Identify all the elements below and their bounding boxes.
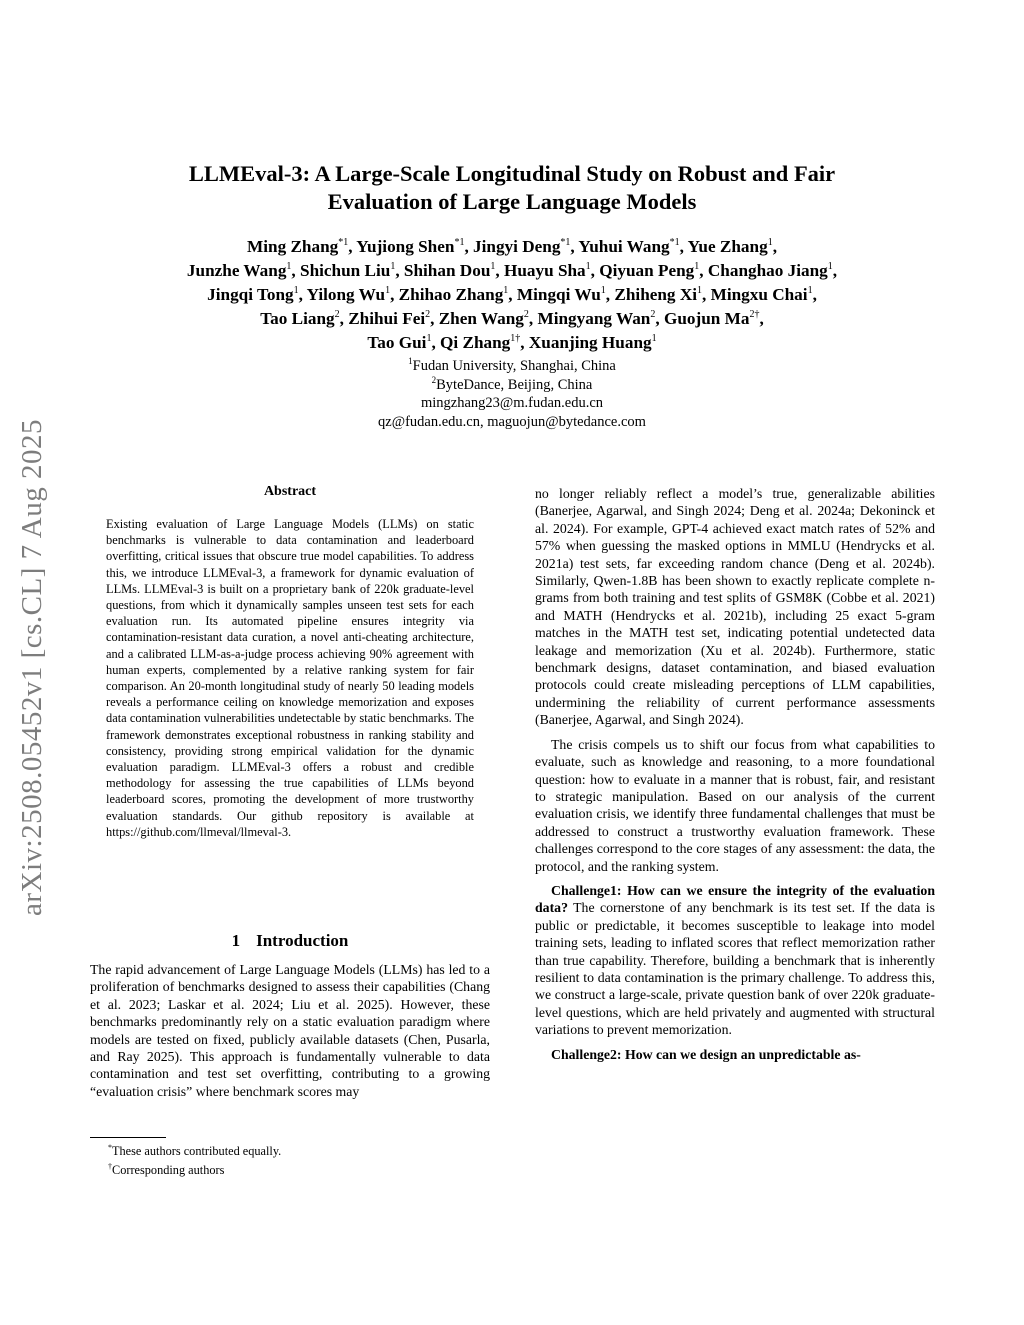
- footnote-equal-contribution: *These authors contributed equally.: [108, 1143, 282, 1158]
- affiliations: $^1$Fudan University, Shanghai, China $^2$ByteDance, Beijing, China mingzhang23@m.fudan.edu.cn qz@fudan.edu.cn, maguojun@bytedance.com: [378, 356, 646, 430]
- title-line-1: LLMEval-3: A Large-Scale Longitudinal Study on Robust and Fair: [188, 161, 836, 186]
- section-number: 1: [231, 931, 241, 950]
- challenge-2-paragraph: [535, 1046, 935, 1063]
- abstract-body: Existing evaluation of Large Language Models (LLMs) on static benchmarks is vulnerable to data contamination and leaderboard overfitting, critical issues that obscure true model capabilities. To address this, we introduce LLMEval-3, a framework for dynamic evaluation of LLMs. LLMEval-3 is built on a proprietary bank of 220k graduate-level questions, from which it dynamically samples unseen test sets for each evaluation run. Its automated pipeline ensures integrity via contamination-resistant data curation, a novel anti-cheating architecture, and a calibrated LLM-as-a-judge process achieving 90% agreement with human experts, complemented by a relative ranking system for fair comparison. An 20-month longitudinal study of nearly 50 leading models reveals a performance ceiling on knowledge memorization and exposes data contamination vulnerabilities undetectable by static benchmarks. The framework demonstrates exceptional robustness in ranking stability and consistency, providing strong empirical validation for the dynamic evaluation paradigm. LLMEval-3 offers a robust and credible methodology for assessing the true capabilities of LLMs beyond leaderboard scores, promoting the development of more trustworthy evaluation standards. Our github repository is available at https://github.com/llmeval/llmeval-3.: [106, 517, 474, 839]
- title-line-2: Evaluation of Large Language Models: [327, 189, 697, 214]
- challenge-1-paragraph: [535, 882, 935, 1039]
- footnotes: [108, 1142, 281, 1179]
- challenge-2-label: Challenge2: How can we design an unpredictable as-: [551, 1046, 861, 1062]
- section-heading-introduction: [90, 931, 490, 951]
- right-paragraph-1: no longer reliably reflect a model’s true, generalizable abilities (Banerjee, Agarwal, and Singh 2024; Deng et al. 2024a; Dekoninck et al. 2024). For example, GPT-4 achieved exact match rates of 52% and 57% when guessing the masked options in MMLU (Hendrycks et al. 2021a) test sets, far exceeding random chance (Deng et al. 2024b). Similarly, Qwen-1.8B has been shown to exactly replicate complete n-grams from both training and test splits of GSM8K (Cobbe et al. 2021) and MATH (Hendrycks et al. 2021b), including 25 exact 5-gram matches in the MATH test set, indicating potential undetected data leakage and memorization (Xu et al. 2024b). Furthermore, static benchmark designs, dataset contamination, and biased evaluation protocols could create misleading perceptions of LLM capabilities, undermining the reliability of current performance assessments (Banerjee, Agarwal, and Singh 2024).: [535, 486, 935, 728]
- section-title: Introduction: [256, 931, 349, 950]
- footnote-corresponding: †Corresponding authors: [108, 1161, 225, 1177]
- introduction-paragraph: The rapid advancement of Large Language Models (LLMs) has led to a proliferation of benchmarks designed to assess their capabilities (Chang et al. 2023; Laskar et al. 2024; Liu et al. 2025). However, these benchmarks predominantly rely on a static evaluation paradigm where models are tested on fixed, publicly available datasets (Chen, Pusarla, and Ray 2025). This approach is fundamentally vulnerable to data contamination and test set overfitting, contributing to a growing “evaluation crisis” where benchmark scores may: [90, 962, 490, 1099]
- right-column: [535, 485, 935, 1070]
- footnote-mark: †: [108, 1161, 112, 1171]
- footnote-divider: [90, 1137, 166, 1138]
- author-list: Ming Zhang$^{*1}$, Yujiong Shen$^{*1}$, Jingyi Deng$^{*1}$, Yuhui Wang$^{*1}$, Yue Zhang$^1$, Junzhe Wang$^1$, Shichun Liu$^1$, Shihan Dou$^1$, Huayu Sha$^1$, Qiyuan Peng$^1$, Changhao Jiang$^1$, Jingqi Tong$^1$, Yilong Wu$^1$, Zhihao Zhang$^1$, Mingqi Wu$^1$, Zhiheng Xi$^1$, Mingxu Chai$^1$, Tao Liang$^2$, Zhihui Fei$^2$, Zhen Wang$^2$, Mingyang Wan$^2$, Guojun $Ma^{2\dagger}$, Tao Gui$^1$, Qi Zhang$^{1\dagger}$, Xuanjing Huang$^1$: [186, 237, 838, 352]
- paper-title: [90, 160, 934, 216]
- challenge-1-label: Challenge1: How can we ensure the integrity of the evaluation data?: [535, 882, 935, 916]
- footnote-mark: *: [108, 1143, 112, 1152]
- arxiv-identifier-text: arXiv:2508.05452v1 [cs.CL] 7 Aug 2025: [15, 418, 48, 916]
- right-paragraph-2: The crisis compels us to shift our focus from what capabilities to evaluate, such as knowledge and reasoning, to a more foundational question: how to evaluate in a manner that is robust, fair, and resistant to strategic manipulation. Based on our analysis of the current evaluation crisis, we identify three fundamental challenges that must be addressed to construct a trustworthy evaluation framework. These challenges correspond to the core stages of any assessment: the data, the protocol, and the ranking system.: [535, 736, 935, 874]
- arxiv-identifier-stamp: [2, 382, 62, 952]
- abstract-heading: Abstract: [263, 484, 317, 499]
- challenge-1-text: The cornerstone of any benchmark is its test set. If the data is public or predictable, it becomes susceptible to leakage into model training sets, leading to inflated scores that reflect memorization rather than true capability. Therefore, building a benchmark that is inherently resilient to data contamination is the primary challenge. To address this, we construct a large-scale, private question bank of over 220k graduate-level questions, which are held privately and augmented with structural variations to prevent memorization.: [535, 900, 935, 1038]
